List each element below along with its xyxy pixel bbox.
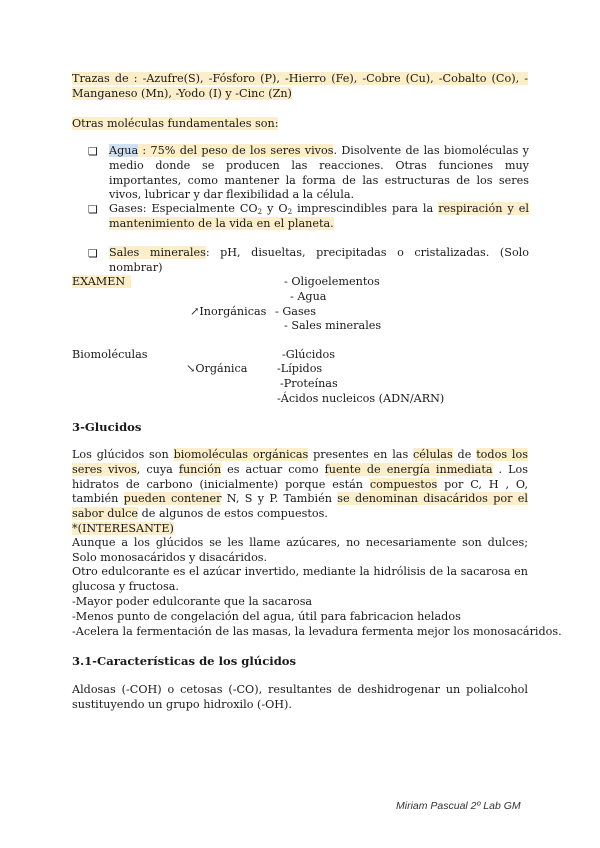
arrow-down-right-icon: ↘: [186, 362, 196, 375]
gases-highlight: respiración y el mantenimiento de la vida en el planeta.: [109, 202, 529, 230]
interesante-line: -Mayor poder edulcorante que la sacarosa: [72, 595, 313, 608]
organica-branch: ↘Orgánica: [186, 362, 248, 375]
footer-author: Miriam Pascual 2º Lab GM: [396, 800, 521, 812]
inorganicas-branch: ↗Inorgánicas: [190, 305, 267, 318]
bullet-sales: Sales minerales: pH, disueltas, precipitadas o cristalizadas. (Solo nombrar): [109, 246, 529, 274]
glucidos-paragraph: Los glúcidos son biomoléculas orgánicas presentes en las células de todos los seres vivos, cuya función es actuar como fuente de energía inmediata . Los hidratos de carbono (inicialmente) porque están compuestos por C, H , O, también pueden contener N, S y P. También se denominan disacáridos por el sabor dulce de algunos de estos compuestos.: [72, 448, 528, 521]
org-item: -Lípidos: [277, 362, 323, 375]
bullet-gases: Gases: Especialmente $CO_2$ y $O_2$ imprescindibles para la respiración y el mantenimiento de la vida en el planeta.: [109, 202, 529, 230]
otras-title: Otras moléculas fundamentales son:: [72, 117, 279, 130]
biomoleculas-label: Biomoléculas: [72, 348, 148, 361]
org-item: -Proteínas: [280, 377, 338, 390]
bullet-agua: Agua : 75% del peso de los seres vivos. Disolvente de las biomoléculas y medio donde se producen las reacciones. Otras funciones muy importantes, como mantener la forma de las estructuras de los seres vivos, lubricar y dar flexibilidad a la célula.: [109, 144, 529, 202]
inorg-item: - Gases: [275, 305, 317, 318]
sales-highlight: Sales minerales: [109, 246, 206, 259]
checkbox-bullet-icon: ❏: [88, 247, 98, 260]
trazas-text: -Azufre(S), -Fósforo (P), -Hierro (Fe), -Cobre (Cu), -Cobalto (Co), -Manganeso (Mn), -Yodo (I) y -Cinc (Zn): [72, 72, 528, 100]
org-item: -Glúcidos: [282, 348, 335, 361]
interesante-line: Otro edulcorante es el azúcar invertido, mediante la hidrólisis de la sacarosa en glucosa y fructosa.: [72, 565, 528, 593]
inorg-item: - Agua: [290, 290, 327, 303]
glucidos-heading: 3-Glucidos: [72, 420, 142, 434]
checkbox-bullet-icon: ❏: [88, 145, 98, 158]
interesante-title: *(INTERESANTE): [72, 522, 174, 535]
checkbox-bullet-icon: ❏: [88, 203, 98, 216]
org-item: -Ácidos nucleicos (ADN/ARN): [277, 392, 445, 405]
agua-highlight: 75% del peso de los seres vivos: [150, 144, 334, 157]
trazas-label: Trazas de :: [72, 72, 138, 85]
agua-term: Agua: [109, 144, 139, 157]
caracteristicas-heading: 3.1-Características de los glúcidos: [72, 654, 297, 668]
interesante-line: -Menos punto de congelación del agua, útil para fabricacion helados: [72, 610, 461, 623]
caracteristicas-paragraph: Aldosas (-COH) o cetosas (-CO), resultantes de deshidrogenar un polialcohol sustituyendo un grupo hidroxilo (-OH).: [72, 683, 528, 711]
trazas-paragraph: [72, 72, 528, 102]
inorg-item: - Sales minerales: [284, 319, 382, 332]
interesante-line: -Acelera la fermentación de las masas, la levadura fermenta mejor los monosacáridos.: [72, 625, 562, 638]
inorg-item: - Oligoelementos: [284, 275, 380, 288]
interesante-line: Aunque a los glúcidos se les llame azúcares, no necesariamente son dulces; Solo monosacáridos y disacáridos.: [72, 536, 528, 564]
arrow-up-right-icon: ↗: [190, 305, 200, 318]
examen-label: EXAMEN: [72, 274, 131, 289]
